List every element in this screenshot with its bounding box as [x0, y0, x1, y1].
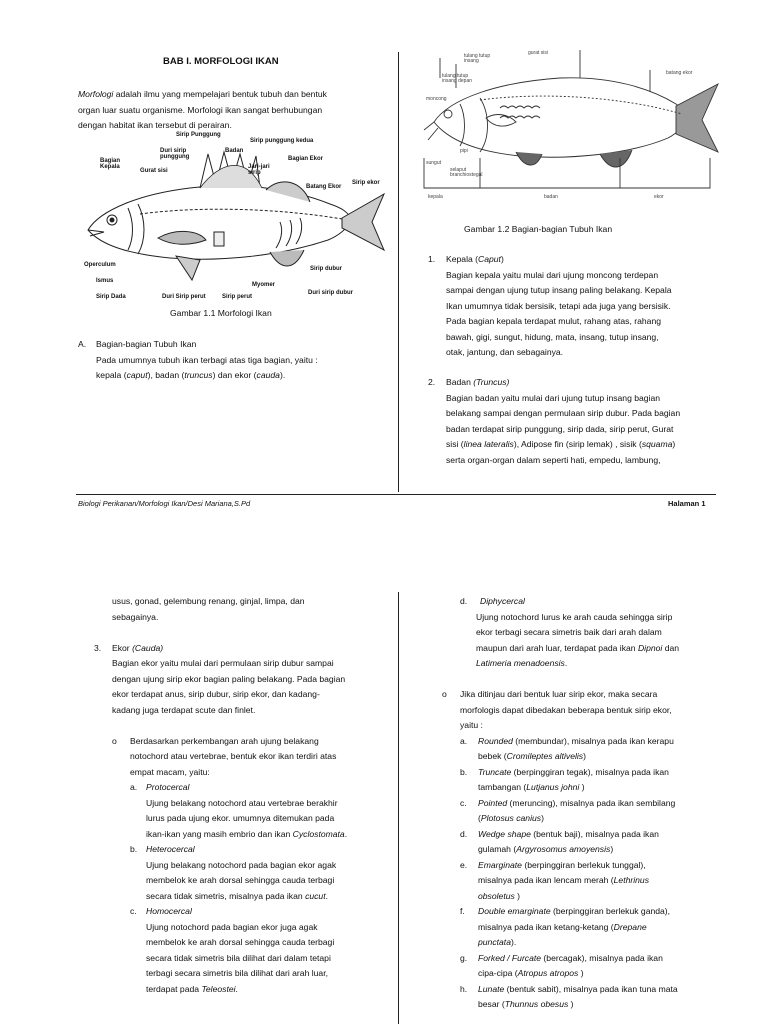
label-kepala-2: kepala: [428, 194, 443, 200]
tail-shape-item: f. Double emarginate (berpinggiran berlekuk ganda),: [460, 906, 671, 916]
item-3-marker: 3.: [94, 642, 102, 653]
section-a-line2: kepala (caput), badan (truncus) dan ekor (cauda).: [96, 370, 286, 380]
label-duri-sirip-dubur: Duri sirip dubur: [308, 290, 353, 296]
figure-1-1-caption: Gambar 1.1 Morfologi Ikan: [170, 308, 272, 318]
item-1-line: otak, jantung, dan sebagainya.: [446, 347, 564, 357]
tail-shape-item: b. Truncate (berpinggiran tegak), misalnya pada ikan: [460, 766, 669, 777]
section-a: [78, 337, 388, 384]
label-sirip-dubur: Sirip dubur: [310, 266, 342, 272]
continued-line: usus, gonad, gelembung renang, ginjal, limpa, dan: [112, 596, 305, 606]
item-1-marker: 1.: [428, 254, 436, 264]
item-2-line: sisi (linea lateralis), Adipose fin (sirip lemak) , sisik (squama): [446, 439, 676, 449]
label-sirip-perut: Sirip perut: [222, 294, 253, 300]
label-jari-jari-sirip: Jari-jari sirip: [248, 164, 270, 176]
intro-line1: adalah ilmu yang mempelajari bentuk tubuh dan bentuk: [113, 89, 327, 99]
section-a-line1: Pada umumnya tubuh ikan terbagi atas tiga bagian, yaitu :: [96, 354, 318, 365]
tail-shape-item: a. Rounded (membundar), misalnya pada ikan kerapu: [460, 735, 674, 746]
label-sirip-dada: Sirip Dada: [96, 294, 126, 300]
intro-paragraph: [78, 87, 388, 134]
label-gurat-sisi: Gurat sisi: [140, 168, 168, 174]
item-d-marker: d.: [460, 596, 468, 606]
bullet-1-line: empat macam, yaitu:: [130, 766, 210, 777]
page2-left-column: usus, gonad, gelembung renang, ginjal, limpa, dan sebagainya. 3. Ekor (Cauda) Bagian ekor yaitu mulai dari permulaan sirip dubur sampai dengan ujung sirip ekor bagian paling belakang. Pada bagian ekor terdapat anus, sirip dubur, sirip ekor, dan kadang- kadang juga terdapat scute dan finlet. o Berdasarkan perkembangan arah ujung belakang notochord atau vertebrae, bentuk ekor ikan terdiri atas empat macam, yaitu: a. Protocercal Ujung belakang notochord atau vertebrae berakhir lurus pada ujung ekor. umumnya ditemukan pada ikan-ikan yang masih embrio dan ikan Cyclostomata. b. Heterocercal Ujung belakang notochord pada bagian ekor agak membelok ke arah dorsal sehingga cauda terbagi secara tidak simetris, misalnya pada ikan cucut. c. Homocercal Ujung notochord pada bagian ekor juga agak membelok ke arah dorsal sehingga cauda terbagi secara tidak simetris bila dilihat dari dalam tetapi terbagi secara simetris bila dilihat dari arah luar, terdapat pada Teleostei.: [94, 594, 394, 997]
label-gurat-sisi-2: gurat sisi: [528, 50, 549, 56]
item-1-line: bawah, gigi, sungut, hidung, mata, insang, tutup insang,: [446, 331, 659, 342]
tail-shape-item: e. Emarginate (berpinggiran berlekuk tunggal),: [460, 859, 646, 870]
label-sungut: sungut: [426, 160, 442, 166]
bullet-marker: o: [442, 689, 447, 699]
label-sirip-punggung-kedua: Sirip punggung kedua: [250, 138, 314, 144]
item-1-kepala: 1. Kepala (Caput) Bagian kepala yaitu mulai dari ujung moncong terdepan sampai dengan ujung tutup insang paling belakang. Kepala Ikan umumnya tidak bersisik, tetapi ada juga yang bersisik. Pada bagian kepala terdapat mulut, rahang atas, rahang bawah, gigi, sungut, hidung, mata, insang, tutup insang, otak, jantung, dan sebagainya.: [428, 252, 728, 361]
label-myomer: Myomer: [252, 282, 276, 288]
label-operculum: Operculum: [84, 262, 116, 268]
label-bagian-ekor: Bagian Ekor: [288, 156, 324, 162]
footer-left: Biologi Perikanan/Morfologi Ikan/Desi Mariana,S.Pd: [78, 499, 251, 508]
page2-right-column: d. Diphycercal Ujung notochord lurus ke arah cauda sehingga sirip ekor terbagi secara simetris baik dari arah dalam maupun dari arah luar, terdapat pada ikan Dipnoi dan Latimeria menadoensis. o Jika ditinjau dari bentuk luar sirip ekor, maka secara morfologis dapat dibedakan beberapa bentuk sirip ekor, yaitu : a. Rounded (membundar), misalnya pada ikan kerapu bebek (Cromileptes altivelis) b. Truncate (berpinggiran tegak), misalnya pada ikan tambangan (Lutjanus johni ) c. Pointed (meruncing), misalnya pada ikan sembilang (Plotosus canius) d. Wedge shape (bentuk baji), misalnya pada ikan gulamah (Argyrosomus amoyensis) e. Emarginate (berpinggiran berlekuk tunggal), misalnya pada ikan lencam merah (Lethrinus obsoletus ) f. Double emarginate (berpinggiran berlekuk ganda), misalnya pada ikan ketang-ketang (Drepane punctata). g. Forked / Furcate (bercagak), misalnya pada ikan cipa-cipa (Atropus atropos ) h. Lunate (bentuk sabit), misalnya pada ikan tuna mata besar (Thunnus obesus ): [460, 594, 760, 1013]
item-1-line: Bagian kepala yaitu mulai dari ujung moncong terdepan: [446, 269, 659, 280]
item-3-line: dengan ujung sirip ekor bagian paling belakang. Pada bagian: [112, 673, 346, 684]
label-batang-ekor: Batang Ekor: [306, 184, 342, 190]
item-3-line: ekor terdapat anus, sirip dubur, sirip ekor, dan kadang-: [112, 689, 320, 699]
item-1-line: Ikan umumnya tidak bersisik, tetapi ada juga yang bersisik.: [446, 300, 671, 311]
label-badan: Badan: [225, 148, 244, 154]
figure-1-2-caption: Gambar 1.2 Bagian-bagian Tubuh Ikan: [464, 224, 613, 234]
section-a-marker: A.: [78, 339, 87, 349]
footer-page-number: Halaman 1: [668, 499, 706, 508]
tail-shape-item: c. Pointed (meruncing), misalnya pada ikan sembilang: [460, 797, 676, 808]
bullet-1-line: notochord atau vertebrae, bentuk ekor ikan terdiri atas: [130, 751, 337, 761]
label-batang-ekor-2: batang ekor: [666, 70, 693, 76]
label-sirip-ekor: Sirip ekor: [352, 180, 380, 186]
label-tulang-tutup-insang-depan: tulang tutup insang depan: [442, 73, 473, 84]
label-pipi: pipi: [460, 148, 468, 154]
tail-shape-list: a. Rounded (membundar), misalnya pada ikan kerapu bebek (Cromileptes altivelis) b. Truncate (berpinggiran tegak), misalnya pada ikan tambangan (Lutjanus johni ) c. Pointed (meruncing), misalnya pada ikan sembilang (Plotosus canius) d. Wedge shape (bentuk baji), misalnya pada ikan gulamah (Argyrosomus amoyensis) e. Emarginate (berpinggiran berlekuk tunggal), misalnya pada ikan lencam merah (Lethrinus obsoletus ) f. Double emarginate (berpinggiran berlekuk ganda), misalnya pada ikan ketang-ketang (Drepane punctata). g. Forked / Furcate (bercagak), misalnya pada ikan cipa-cipa (Atropus atropos ) h. Lunate (bentuk sabit), misalnya pada ikan tuna mata besar (Thunnus obesus ): [460, 734, 760, 1013]
item-2-line: belakang sampai dengan permulaan sirip dubur. Pada bagian: [446, 408, 681, 418]
item-1-line: sampai dengan ujung tutup insang paling belakang. Kepala: [446, 285, 672, 295]
label-tulang-tutup-insang: tulang tutup insang: [464, 53, 491, 64]
continued-line: sebagainya.: [112, 611, 159, 622]
figure-morfologi-ikan: [80, 132, 390, 307]
column-divider-page2: [398, 592, 399, 1024]
label-moncong: moncong: [426, 96, 447, 102]
label-ekor-2: ekor: [654, 194, 664, 200]
item-2-line: Bagian badan yaitu mulai dari ujung tutup insang bagian: [446, 392, 661, 403]
label-bagian-kepala: Bagian Kepala: [100, 158, 121, 170]
column-divider-page1: [398, 52, 399, 492]
item-2-line: serta organ-organ dalam seperti hati, empedu, lambung,: [446, 454, 661, 465]
item-2-badan: 2. Badan (Truncus) Bagian badan yaitu mulai dari ujung tutup insang bagian belakang sampai dengan permulaan sirip dubur. Pada bagian badan terdapat sirip punggung, sirip dada, sirip perut, Gurat sisi (linea lateralis), Adipose fin (sirip lemak) , sisik (squama) serta organ-organ dalam seperti hati, empedu, lambung,: [428, 375, 728, 468]
intro-line2: organ luar suatu organisme. Morfologi ikan sangat berhubungan: [78, 104, 323, 115]
item-3-line: kadang juga terdapat scute dan finlet.: [112, 704, 256, 715]
footer-rule: [76, 494, 716, 495]
figure-bagian-tubuh-ikan: [420, 48, 720, 208]
item-1-line: Pada bagian kepala terdapat mulut, rahang atas, rahang: [446, 316, 661, 326]
bullet-marker: o: [112, 735, 117, 746]
tail-shape-item: d. Wedge shape (bentuk baji), misalnya pada ikan: [460, 828, 659, 839]
tail-shape-item: h. Lunate (bentuk sabit), misalnya pada ikan tuna mata: [460, 983, 678, 994]
label-duri-sirip-perut: Duri Sirip perut: [162, 294, 206, 300]
label-badan-2: badan: [544, 194, 558, 200]
item-3-line: Bagian ekor yaitu mulai dari permulaan sirip dubur sampai: [112, 658, 334, 668]
chapter-title: BAB I. MORFOLOGI IKAN: [163, 56, 279, 67]
label-duri-sirip-punggung: Duri sirip punggung: [160, 148, 190, 160]
tail-shape-item: g. Forked / Furcate (bercagak), misalnya pada ikan: [460, 952, 663, 963]
item-2-line: badan terdapat sirip punggung, sirip dada, sirip perut, Gurat: [446, 423, 674, 434]
item-2-marker: 2.: [428, 377, 436, 387]
intro-line3: dengan habitat ikan tersebut di perairan.: [78, 120, 232, 130]
label-sirip-punggung: Sirip Punggung: [176, 132, 221, 138]
label-selaput-branchiostegal: selaput branchiostegal: [450, 167, 483, 178]
intro-term: Morfologi: [78, 89, 114, 99]
label-isthmus: Ismus: [96, 278, 114, 284]
section-a-heading: Bagian-bagian Tubuh Ikan: [96, 339, 197, 349]
